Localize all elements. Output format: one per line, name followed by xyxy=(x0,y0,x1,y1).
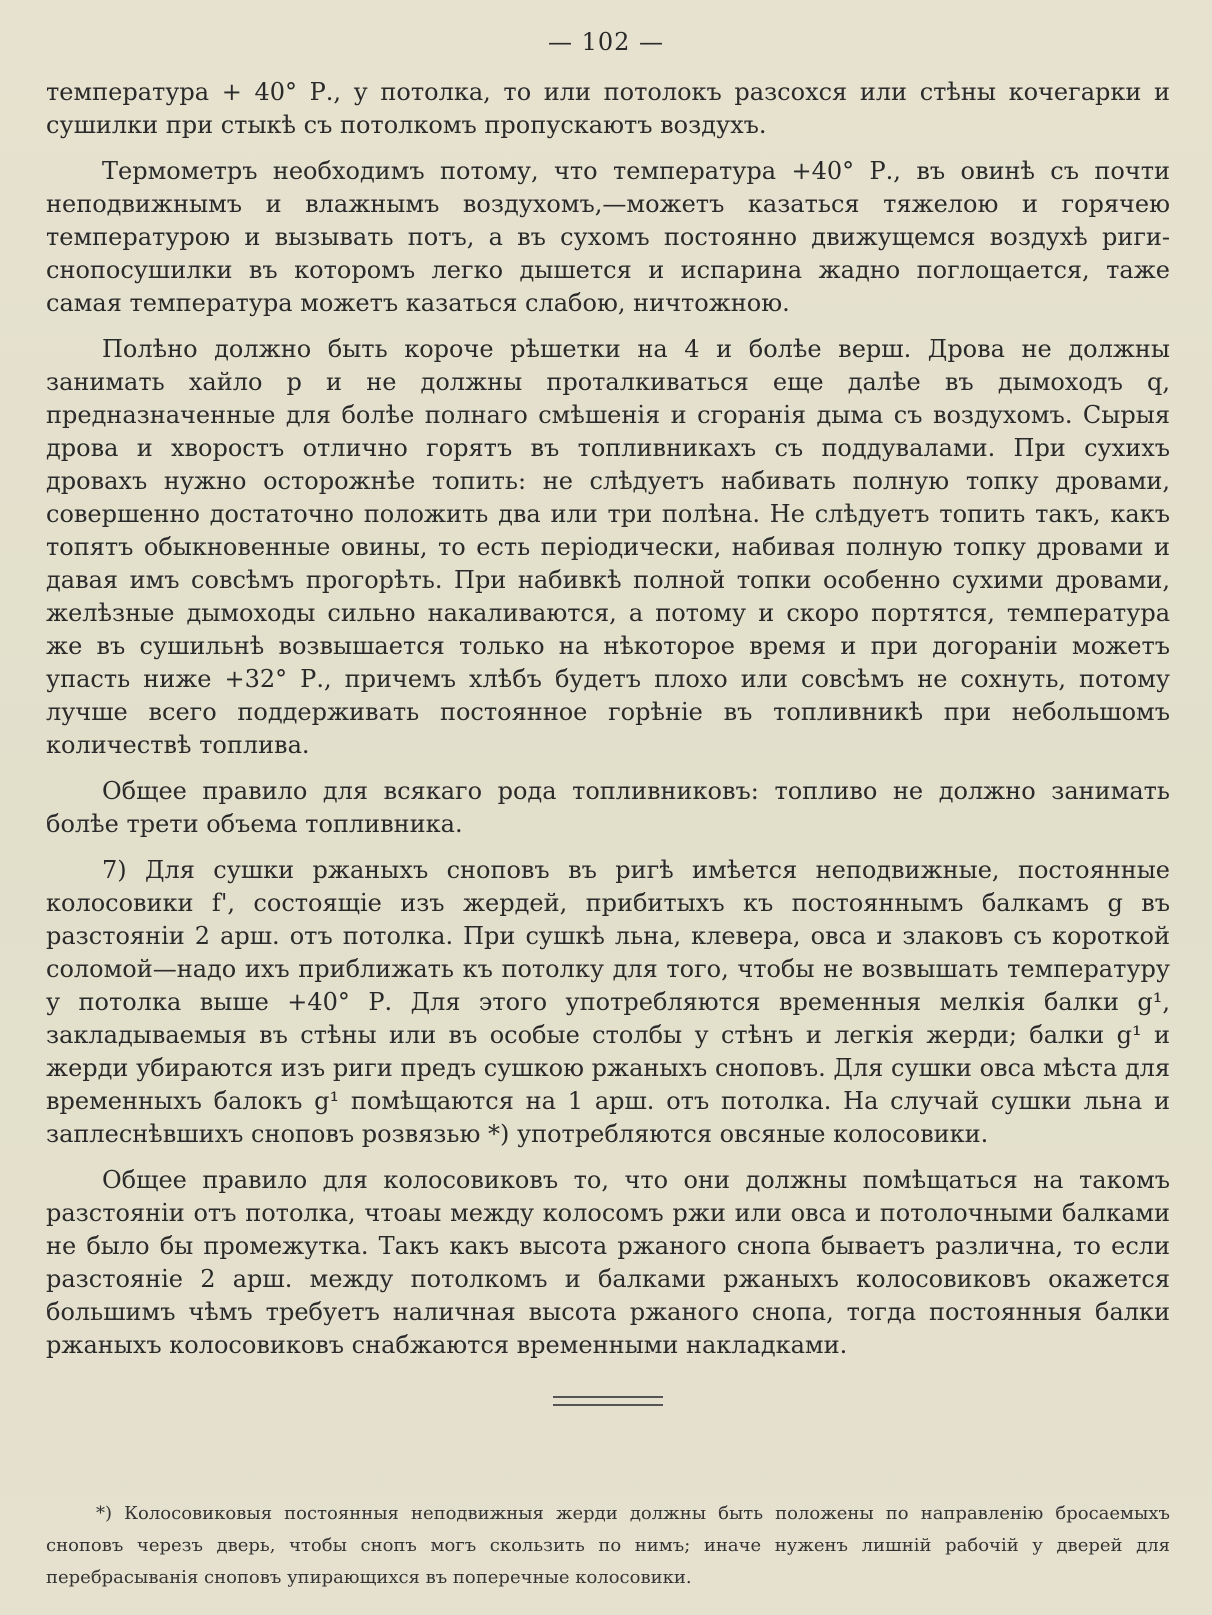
main-text xyxy=(46,76,1170,1375)
paragraph-grate-rule: Общее правило для колосовиковъ то, что они должны помѣщаться на такомъ разстояніи отъ потолка, чтоаы между колосомъ ржи или овса и потолочными балками не было бы промежутка. Такъ какъ высота ржаного снопа бываетъ различна, то если разстояніе 2 арш. между потолкомъ и балками ржаныхъ колосовиковъ окажется большимъ чѣмъ требуетъ наличная высота ржаного снопа, тогда постоянныя балки ржаныхъ колосовиковъ снабжаются временными накладками. xyxy=(46,1166,1170,1359)
paragraph-firewood: Полѣно должно быть короче рѣшетки на 4 и болѣе верш. Дрова не должны занимать хайло p и не должны проталкиваться еще далѣе въ дымоходъ q, предназначенные для болѣе полнаго смѣшенія и сгоранія дыма съ воздухомъ. Сырыя дрова и хворостъ отлично горятъ въ топливникахъ съ поддувалами. При сухихъ дровахъ нужно осторожнѣе топить: не слѣдуетъ набивать полную топку дровами, совершенно достаточно положить два или три полѣна. Не слѣдуетъ топить такъ, какъ топятъ обыкновенные овины, то есть періодически, набивая полную топку дровами и давая имъ совсѣмъ прогорѣть. При набивкѣ полной топки особенно сухими дровами, желѣзные дымоходы сильно накаливаются, а потому и скоро портятся, температура же въ сушильнѣ возвышается только на нѣкоторое время и при догораніи можетъ упасть ниже +32° Р., причемъ хлѣбъ будетъ плохо или совсѣмъ не сохнуть, потому лучше всего поддерживать постоянное горѣніе въ топливникѣ при небольшомъ количествѣ топлива. xyxy=(46,335,1170,759)
section-divider xyxy=(553,1396,663,1406)
paragraph-fuel-rule: Общее правило для всякаго рода топливниковъ: топливо не должно занимать болѣе трети объема топливника. xyxy=(46,777,1170,838)
footnote: *) Колосовиковыя постоянныя неподвижныя жерди должны быть положены по направленію бросаемыхъ сноповъ черезъ дверь, чтобы снопъ могъ скользить по нимъ; иначе нуженъ лишній рабочій у дверей для перебрасыванія сноповъ упирающихся въ поперечные колосовики. xyxy=(46,1503,1170,1588)
paragraph-continuation: температура + 40° Р., у потолка, то или потолокъ разсохся или стѣны кочегарки и сушилки при стыкѣ съ потолкомъ пропускаютъ воздухъ. xyxy=(46,78,1170,139)
page-number: — 102 — xyxy=(547,28,665,56)
paragraph-thermometer: Термометръ необходимъ потому, что температура +40° Р., въ овинѣ съ почти неподвижнымъ и влажнымъ воздухомъ,—можетъ казаться тяжелою и горячею температурою и вызывать потъ, а въ сухомъ постоянно движущемся воздухѣ риги-снопосушилки въ которомъ легко дышется и испарина жадно поглощается, таже самая температура можетъ казаться слабою, ничтожною. xyxy=(46,157,1170,317)
paragraph-drying-rye: 7) Для сушки ржаныхъ сноповъ въ ригѣ имѣется неподвижные, постоянные колосовики f', состоящіе изъ жердей, прибитыхъ къ постояннымъ балкамъ g въ разстояніи 2 арш. отъ потолка. При сушкѣ льна, клевера, овса и злаковъ съ короткой соломой—надо ихъ приближать къ потолку для того, чтобы не возвышать температуру у потолка выше +40° Р. Для этого употребляются временныя мелкія балки g¹, закладываемыя въ стѣны или въ особые столбы у стѣнъ и легкія жерди; балки g¹ и жерди убираются изъ риги предъ сушкою ржаныхъ сноповъ. Для сушки овса мѣста для временныхъ балокъ g¹ помѣщаются на 1 арш. отъ потолка. На случай сушки льна и заплеснѣвшихъ сноповъ розвязью *) употребляются овсяные колосовики. xyxy=(46,856,1170,1148)
